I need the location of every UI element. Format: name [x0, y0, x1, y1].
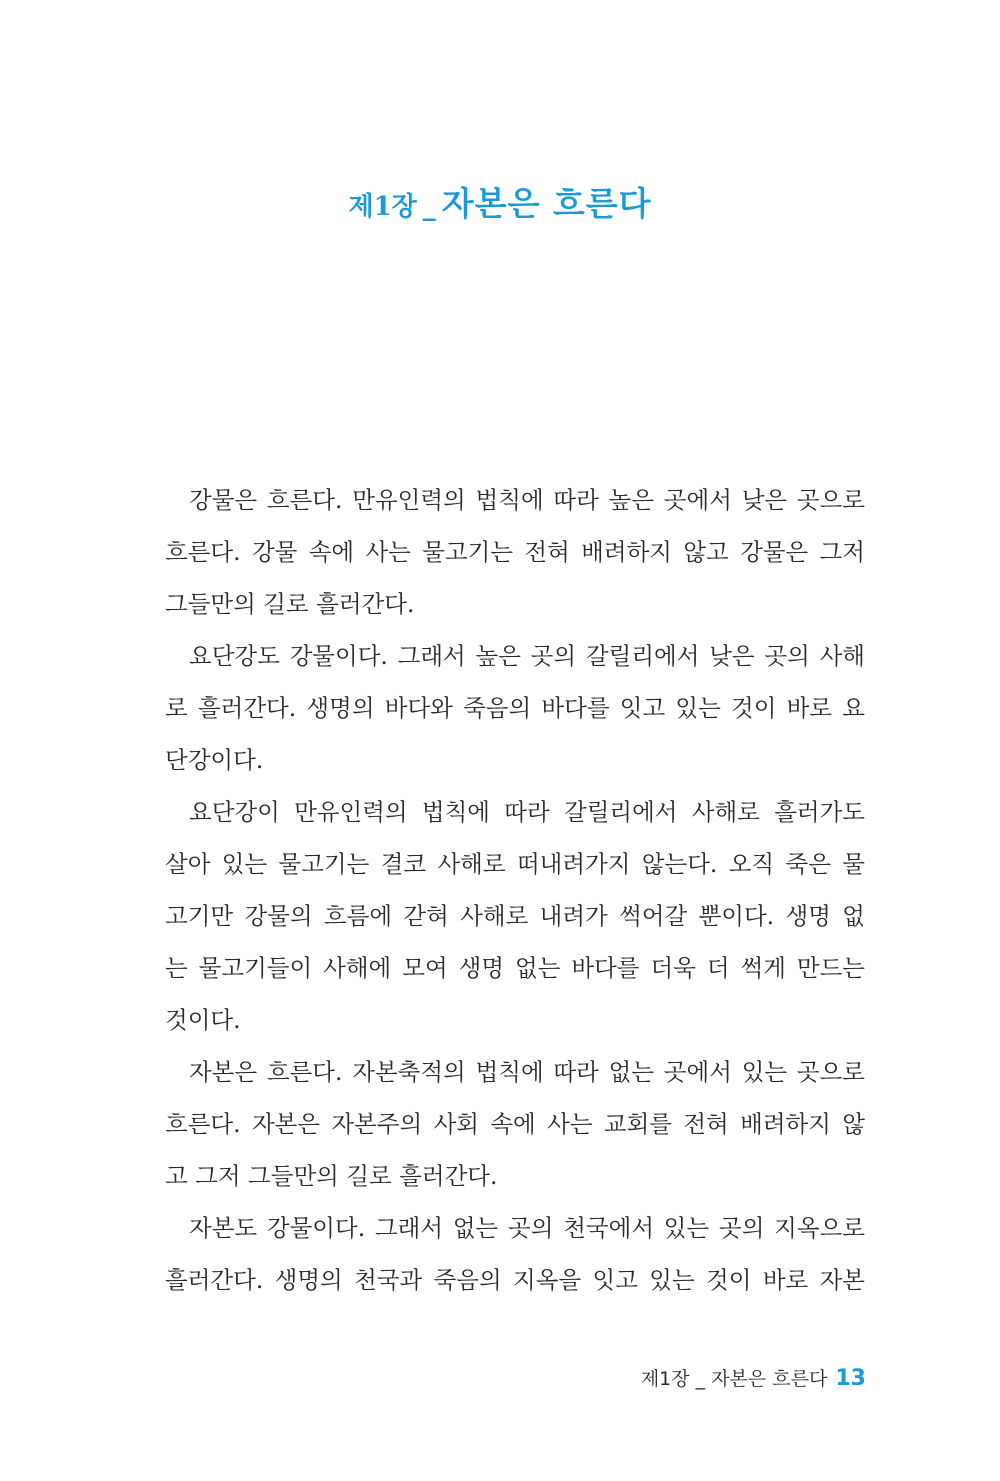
chapter-heading [0, 178, 1000, 225]
text-line: 그들만의 길로 흘러간다. [165, 590, 415, 618]
text-line: 살아 있는 물고기는 결코 사해로 떠내려가지 않는다. 오직 죽은 물 [165, 850, 865, 878]
running-footer [641, 1364, 866, 1391]
page-number: 13 [835, 1366, 866, 1391]
text-line: 고기만 강물의 흐름에 갇혀 사해로 내려가 썩어갈 뿐이다. 생명 없 [165, 902, 865, 930]
text-line: 고 그저 그들만의 길로 흘러간다. [165, 1162, 498, 1190]
text-line: 흐른다. 강물 속에 사는 물고기는 전혀 배려하지 않고 강물은 그저 [165, 538, 865, 566]
heading-separator: _ [422, 192, 436, 222]
text-line: 자본은 흐른다. 자본축적의 법칙에 따라 없는 곳에서 있는 곳으로 [189, 1058, 865, 1086]
text-line: 강물은 흐른다. 만유인력의 법칙에 따라 높은 곳에서 낮은 곳으로 [189, 486, 865, 514]
text-line: 는 물고기들이 사해에 모여 생명 없는 바다를 더욱 더 썩게 만드는 [165, 954, 865, 982]
text-line: 단강이다. [165, 746, 264, 774]
chapter-number: 제1장 [348, 192, 417, 222]
text-line: 것이다. [165, 1006, 241, 1034]
body-text [165, 474, 865, 1306]
footer-chapter-label: 제1장 _ 자본은 흐른다 [640, 1368, 828, 1390]
chapter-title: 자본은 흐른다 [441, 184, 652, 223]
text-line: 흘러간다. 생명의 천국과 죽음의 지옥을 잇고 있는 것이 바로 자본 [165, 1266, 865, 1294]
text-line: 요단강이 만유인력의 법칙에 따라 갈릴리에서 사해로 흘러가도 [189, 798, 865, 826]
text-line: 흐른다. 자본은 자본주의 사회 속에 사는 교회를 전혀 배려하지 않 [165, 1110, 865, 1138]
text-line: 로 흘러간다. 생명의 바다와 죽음의 바다를 잇고 있는 것이 바로 요 [165, 694, 865, 722]
text-line: 자본도 강물이다. 그래서 없는 곳의 천국에서 있는 곳의 지옥으로 [189, 1214, 865, 1242]
text-line: 요단강도 강물이다. 그래서 높은 곳의 갈릴리에서 낮은 곳의 사해 [189, 642, 865, 670]
